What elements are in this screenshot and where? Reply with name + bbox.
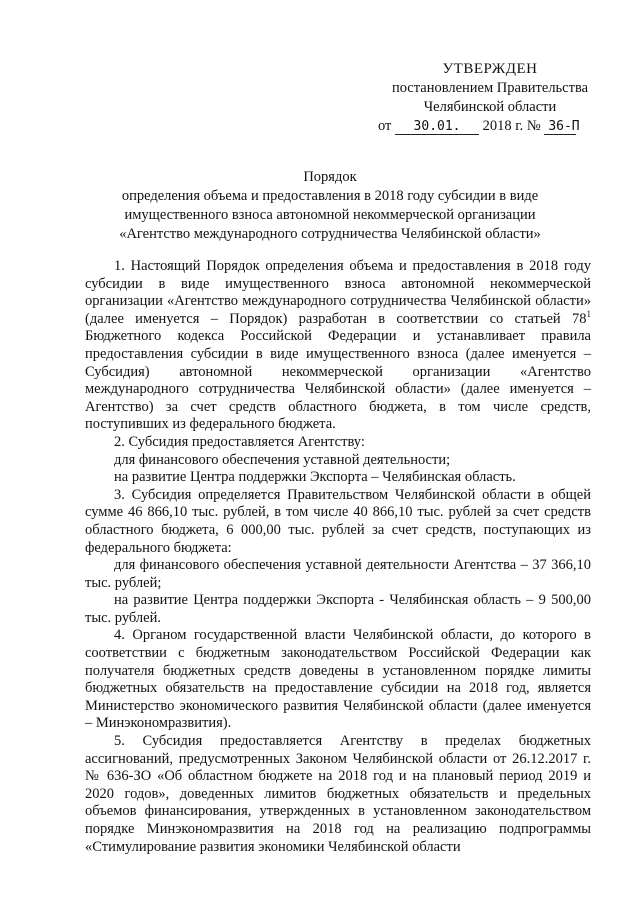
heading-title: Порядок (303, 169, 357, 185)
heading-line-3: «Агентство международного сотрудничества Челябинской области» (119, 226, 541, 242)
paragraph-3: 3. Субсидия определяется Правительством Челябинской области в общей сумме 46 866,10 тыс. рублей, в том числе 40 866,10 тыс. рублей за счет средств областного бюджета, 6 000,00 тыс. рублей за счет средств, поступающих из федерального бюджета: (85, 486, 591, 556)
paragraph-2-item-1: для финансового обеспечения уставной деятельности; (114, 451, 451, 468)
paragraph-3-item-2: на развитие Центра поддержки Экспорта - Челябинская область – 9 500,00 тыс. рублей. (85, 592, 591, 626)
handwritten-date: 30.01. (395, 119, 479, 135)
approval-line-1: постановлением Правительства (391, 80, 589, 96)
paragraph-1-part-a: 1. Настоящий Порядок определения объема и предоставления в 2018 году субсидии в виде имущественного взноса автономной некоммерческой организации «Агентство международного сотрудничества Челябинской области» (далее именуется – Порядок) разработан в соответствии со статьей 78 (85, 258, 591, 327)
document-heading (60, 168, 600, 244)
paragraph-2-item-2: на развитие Центра поддержки Экспорта – Челябинская область. (114, 469, 516, 486)
paragraph-3-item-1: для финансового обеспечения уставной деятельности Агентства – 37 366,10 тыс. рублей; (85, 557, 591, 591)
paragraph-4: 4. Органом государственной власти Челябинской области, до которого в соответствии с бюджетным законодательством Российской Федерации как получателя бюджетных средств доведены в установленном порядке лимиты бюджетных обязательств на предоставление субсидии на 2018 год, является Министерство экономического развития Челябинской области (далее именуется – Минэкономразвития). (85, 627, 591, 732)
approval-date-line (370, 117, 610, 136)
approval-title: УТВЕРЖДЕН (442, 61, 538, 77)
paragraph-5: 5. Субсидия предоставляется Агентству в пределах бюджетных ассигнований, предусмотренных Законом Челябинской области от 26.12.2017 г. № 636-ЗО «Об областном бюджете на 2018 год и на плановый период 2019 и 2020 годов», доведенных лимитов бюджетных обязательств и предельных объемов финансирования, утвержденных в установленном законодательством порядке Минэкономразвития на 2018 год на реализацию подпрограммы «Стимулирование развития экономики Челябинской области (85, 733, 591, 855)
document-body (85, 258, 591, 856)
year-text: 2018 г. № (482, 118, 541, 134)
handwritten-number: 36-П (544, 119, 576, 135)
approval-stamp (370, 60, 610, 136)
paragraph-2: 2. Субсидия предоставляется Агентству: (114, 433, 365, 450)
heading-line-1: определения объема и предоставления в 2018 году субсидии в виде (121, 188, 539, 204)
date-prefix: от (378, 118, 392, 134)
approval-line-2: Челябинской области (423, 99, 557, 115)
paragraph-1-part-b: Бюджетного кодекса Российской Федерации и устанавливает правила предоставления субсидии в виде имущественного взноса (далее именуется – Субсидия) автономной некоммерческой организации «Агентство международного сотрудничества Челябинской области» (далее именуется – Агентство) за счет средств областного бюджета, в том числе средств, поступивших из федерального бюджета. (85, 328, 591, 433)
heading-line-2: имущественного взноса автономной некоммерческой организации (124, 207, 536, 223)
paragraph-1 (85, 258, 591, 434)
article-superscript: 1 (586, 308, 591, 319)
